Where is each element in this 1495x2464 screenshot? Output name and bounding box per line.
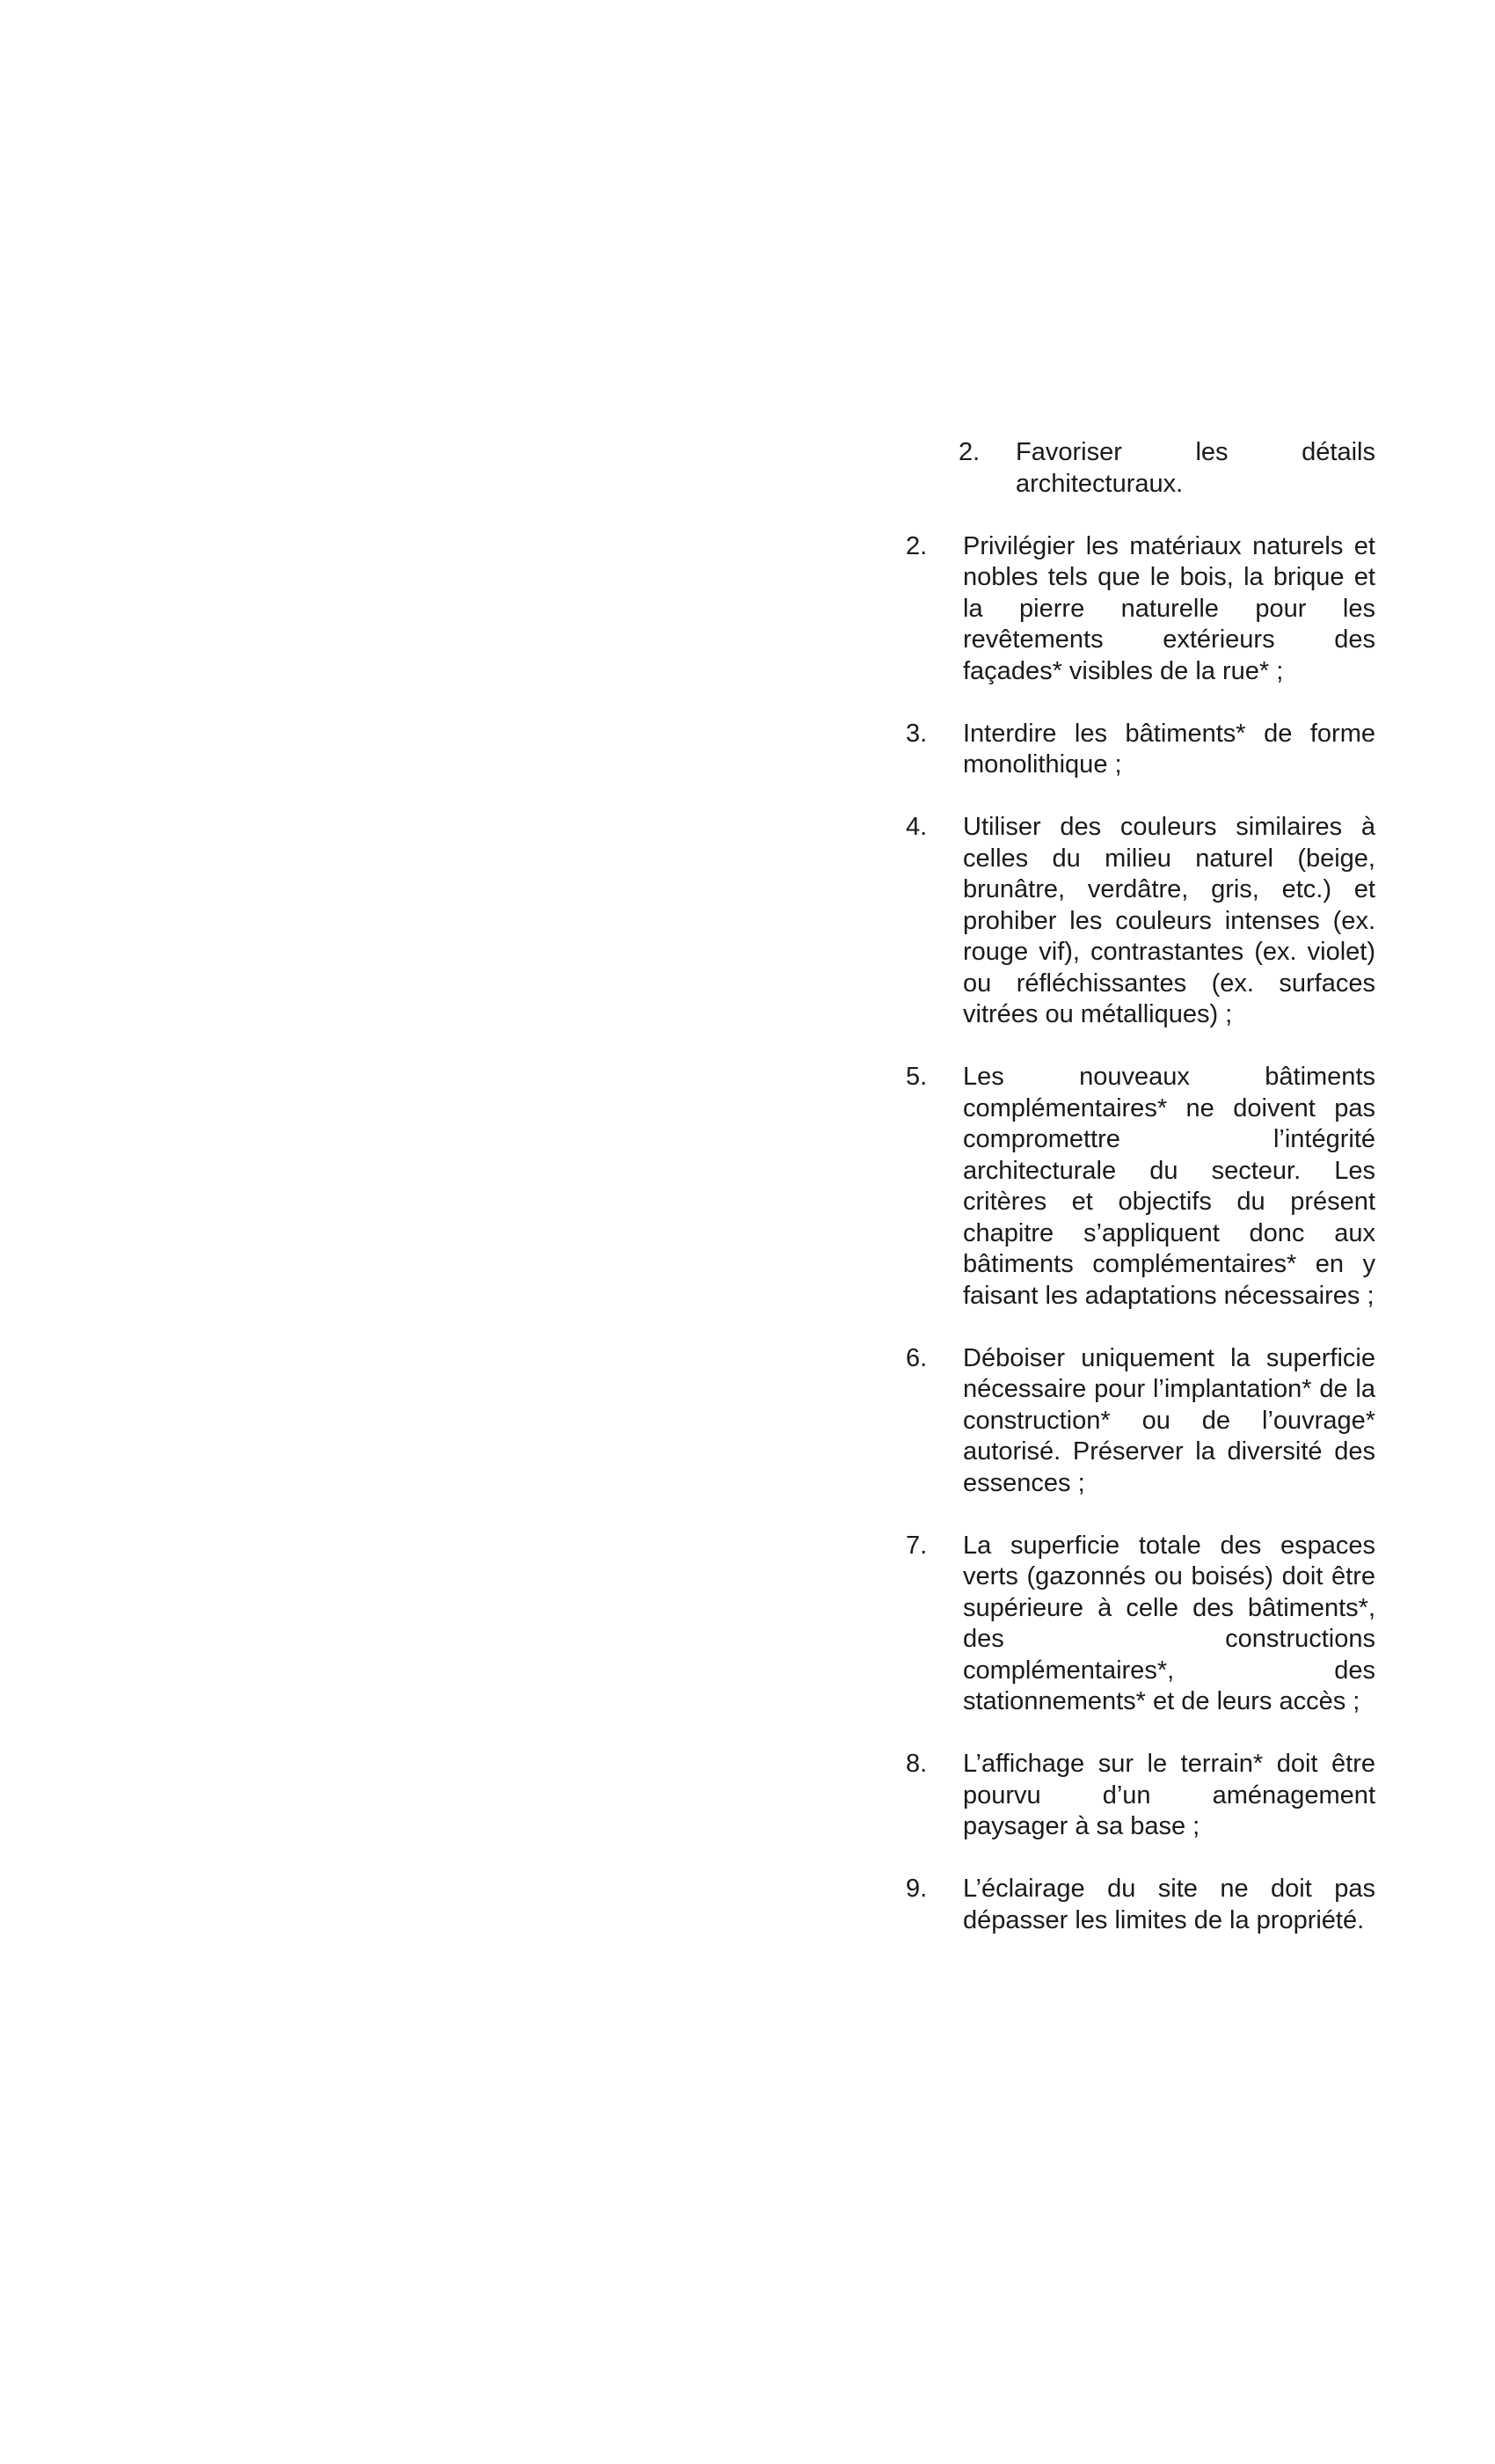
item-number: 9. xyxy=(906,1875,928,1903)
list-item xyxy=(906,531,1375,688)
item-text: Favoriser les détails architecturaux. xyxy=(1016,438,1375,498)
item-number: 4. xyxy=(906,813,928,841)
item-text: Déboiser uniquement la superficie nécessaire pour l’implantation* de la construction* ou de l’ouvrage* autorisé. Préserver la diversité des essences ; xyxy=(963,1343,1375,1497)
criteria-list xyxy=(906,437,1375,1968)
item-number: 8. xyxy=(906,1750,928,1778)
list-item xyxy=(906,1531,1375,1718)
item-number: 2. xyxy=(906,531,928,560)
list-item xyxy=(906,1874,1375,1936)
list-item xyxy=(906,1062,1375,1312)
list-item xyxy=(906,437,1375,500)
list-item xyxy=(906,719,1375,781)
list-item xyxy=(906,1749,1375,1843)
item-number: 2. xyxy=(959,438,981,466)
item-text: L’éclairage du site ne doit pas dépasser les limites de la propriété. xyxy=(963,1875,1375,1934)
list-item xyxy=(906,1343,1375,1500)
list-item xyxy=(906,812,1375,1031)
item-number: 7. xyxy=(906,1531,928,1560)
item-text: Interdire les bâtiments* de forme monolithique ; xyxy=(963,719,1375,779)
item-number: 6. xyxy=(906,1343,928,1372)
item-number: 3. xyxy=(906,719,928,748)
item-text: Privilégier les matériaux naturels et nobles tels que le bois, la brique et la pierre naturelle pour les revêtements extérieurs des façades* visibles de la rue* ; xyxy=(963,531,1375,685)
item-number: 5. xyxy=(906,1063,928,1091)
item-text: Les nouveaux bâtiments complémentaires* ne doivent pas compromettre l’intégrité architecturale du secteur. Les critères et objectifs du présent chapitre s’appliquent donc aux bâtiments complémentaires* en y faisant les adaptations nécessaires ; xyxy=(963,1063,1375,1310)
item-text: La superficie totale des espaces verts (gazonnés ou boisés) doit être supérieure à celle des bâtiments*, des constructions complémentaires*, des stationnements* et de leurs accès ; xyxy=(963,1531,1375,1715)
item-text: L’affichage sur le terrain* doit être pourvu d’un aménagement paysager à sa base ; xyxy=(963,1750,1375,1840)
item-text: Utiliser des couleurs similaires à celles du milieu naturel (beige, brunâtre, verdâtre, gris, etc.) et prohiber les couleurs intenses (ex. rouge vif), contrastantes (ex. violet) ou réfléchissantes (ex. surfaces vitrées ou métalliques) ; xyxy=(963,813,1375,1028)
